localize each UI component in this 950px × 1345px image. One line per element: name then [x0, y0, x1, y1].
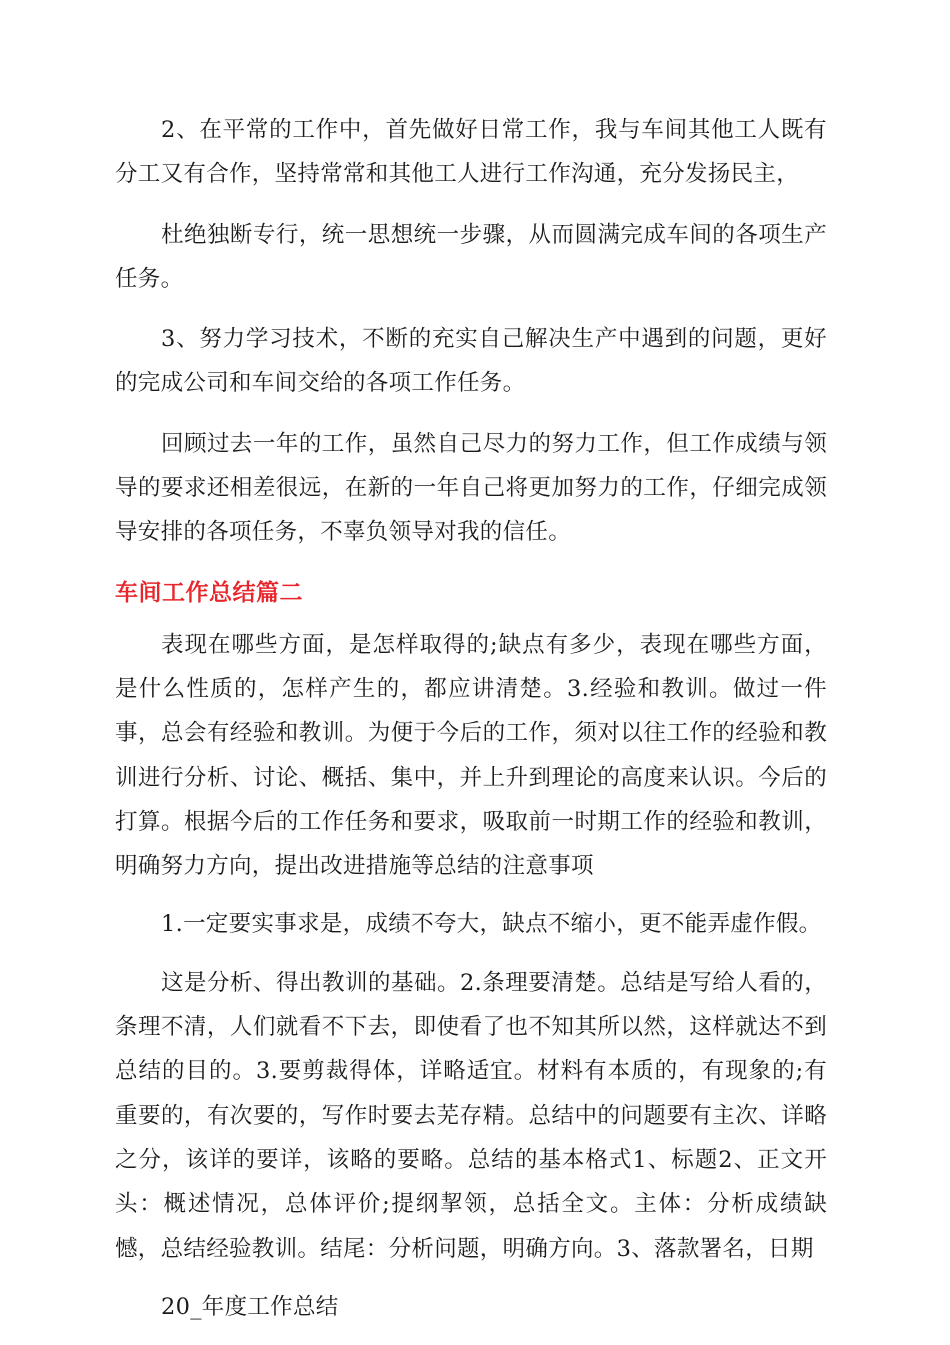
paragraph-performance: 表现在哪些方面，是怎样取得的;缺点有多少，表现在哪些方面，是什么性质的，怎样产生的，都应讲清楚。3.经验和教训。做过一件事，总会有经验和教训。为便于今后的工作，须对以往工作的经验和教训进行分析、讨论、概括、集中，并上升到理论的高度来认识。今后的打算。根据今后的工作任务和要求，吸取前一时期工作的经验和教训，明确努力方向，提出改进措施等总结的注意事项 [115, 631, 827, 880]
section-heading: 车间工作总结篇二 [115, 579, 303, 606]
paragraph-review: 回顾过去一年的工作，虽然自己尽力的努力工作，但工作成绩与领导的要求还相差很远，在新的一年自己将更加努力的工作，仔细完成领导安排的各项任务，不辜负领导对我的信任。 [115, 430, 827, 546]
paragraph-year-summary: 20_年度工作总结 [161, 1293, 339, 1320]
paragraph-point-1: 1.一定要实事求是，成绩不夸大，缺点不缩小，更不能弄虚作假。 [161, 911, 822, 938]
paragraph-item-2: 2、在平常的工作中，首先做好日常工作，我与车间其他工人既有分工又有合作，坚持常常和其他工人进行工作沟通，充分发扬民主， [115, 117, 827, 188]
paragraph-item-2-continued: 杜绝独断专行，统一思想统一步骤，从而圆满完成车间的各项生产任务。 [115, 221, 827, 292]
paragraph-item-3: 3、努力学习技术，不断的充实自己解决生产中遇到的问题，更好的完成公司和车间交给的各项工作任务。 [115, 326, 827, 397]
document-body [115, 108, 827, 1345]
paragraph-guidelines: 这是分析、得出教训的基础。2.条理要清楚。总结是写给人看的，条理不清，人们就看不下去，即使看了也不知其所以然，这样就达不到总结的目的。3.要剪裁得体，详略适宜。材料有本质的，有现象的;有重要的，有次要的，写作时要去芜存精。总结中的问题要有主次、详略之分，该详的要详，该略的要略。总结的基本格式1、标题2、正文开头：概述情况，总体评价;提纲挈领，总括全文。主体：分析成绩缺憾，总结经验教训。结尾：分析问题，明确方向。3、落款署名，日期 [115, 969, 827, 1262]
